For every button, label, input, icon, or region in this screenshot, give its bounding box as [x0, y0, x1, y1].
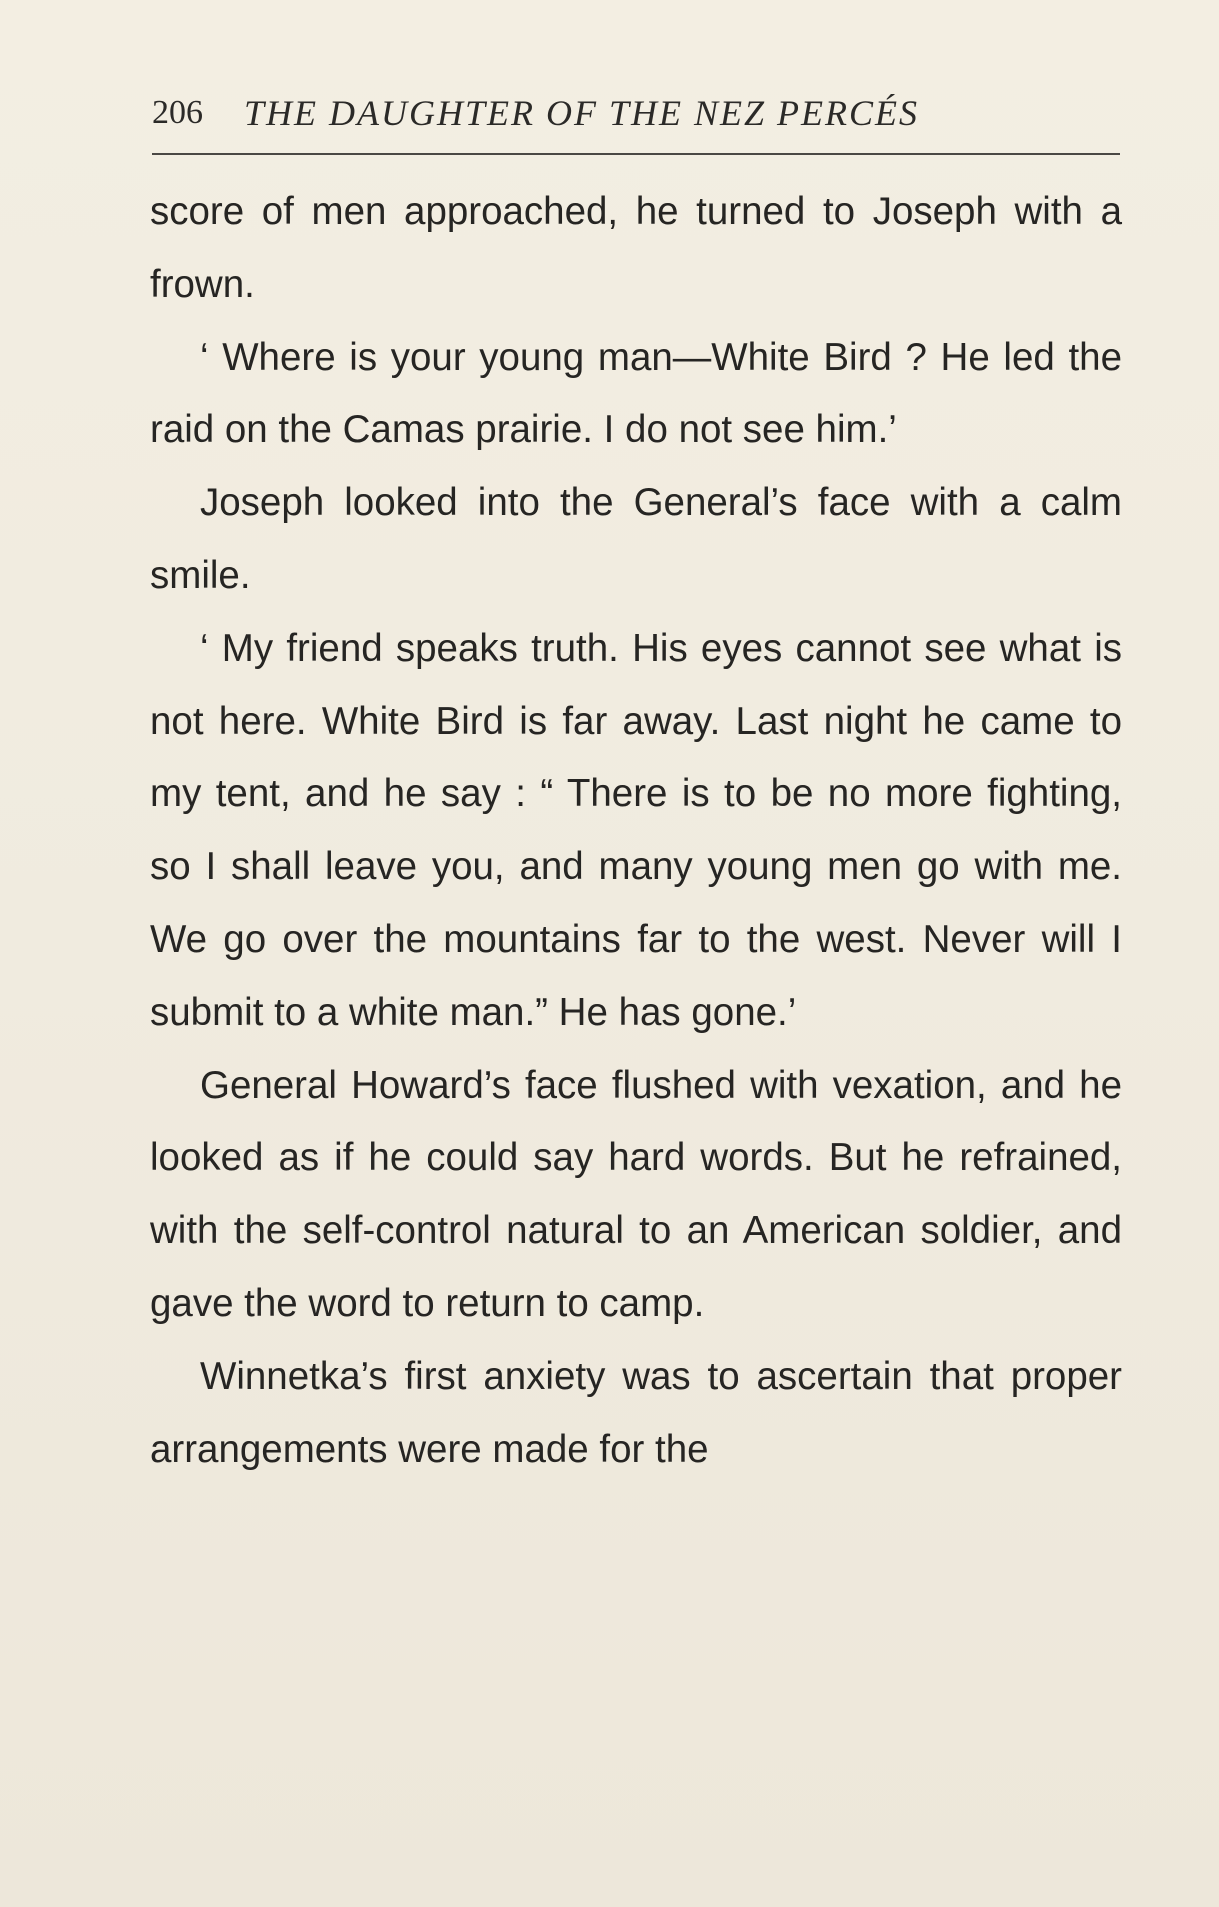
paragraph: score of men approached, he turned to Joseph with a frown. — [150, 190, 1122, 306]
header-rule — [152, 153, 1120, 155]
paragraph: ‘ My friend speaks truth. His eyes cannot see what is not here. White Bird is far away. Last night he came to my tent, and he say : “ There is to be no more fighting, so I shall leave you, and many young men go with me. We go over the mountains far to the west. Never will I submit to a white man.” He has gone.’ — [150, 626, 1122, 1034]
page-header — [152, 92, 1122, 142]
paragraph: ‘ Where is your young man—White Bird ? He led the raid on the Camas prairie. I do not see him.’ — [150, 335, 1122, 452]
body-text — [150, 176, 1122, 1486]
paragraph: General Howard’s face flushed with vexation, and he looked as if he could say hard words. But he refrained, with the self-control natural to an American soldier, and gave the word to return to camp. — [150, 1063, 1122, 1325]
running-title: THE DAUGHTER OF THE NEZ PERCÉS — [244, 93, 919, 133]
paragraph: Winnetka’s first anxiety was to ascertain that proper arrangements were made for the — [150, 1354, 1122, 1471]
paragraph: Joseph looked into the General’s face with a calm smile. — [150, 481, 1122, 597]
page-number: 206 — [152, 94, 203, 131]
